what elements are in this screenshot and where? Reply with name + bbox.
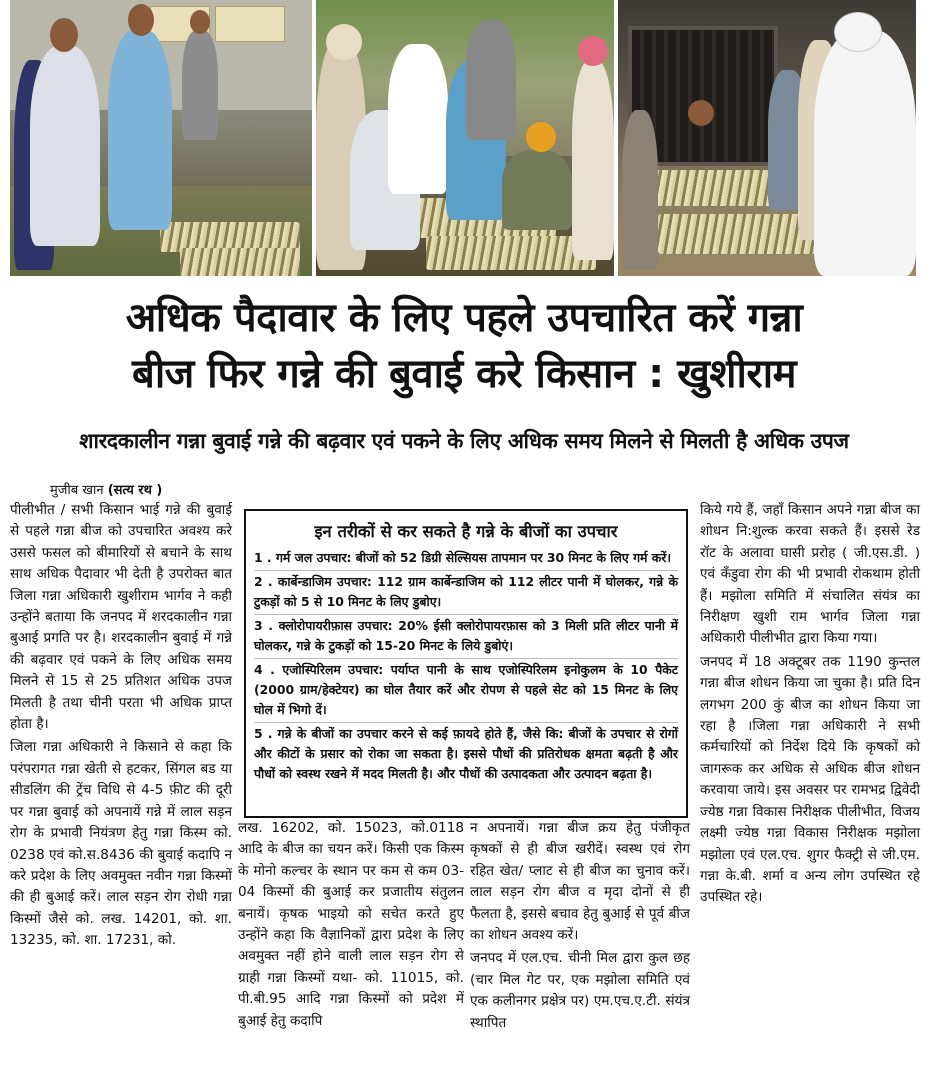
seed-treatment-box xyxy=(244,509,688,818)
article-paragraph: लख. 16202, को. 15023, को.0118 आदि के बीज का चयन करें। किसी एक किस्म के मोनो कल्चर के स्थान पर कम से कम 03-04 किस्मों की बुआई कर प्रजातीय संतुलन बनायें। कृषक भाइयो को सचेत करते हुए उन्होंने कहा कि वैज्ञानिकों द्वारा प्रदेश के लिए अवमुक्त नहीं होने वाली लाल सड़न रोग से ग्राही गन्ना किस्मों यथा- को. 11015, को. पी.बी.95 आदि गन्ना किस्मों को प्रदेश में बुआई हेतु कदापि xyxy=(238,820,464,1029)
photo-cane-treatment-plant xyxy=(618,0,916,276)
person-head xyxy=(50,18,78,52)
byline xyxy=(50,480,162,498)
article-paragraph: किये गये हैं, जहाँ किसान अपने गन्ना बीज का शोधन नि:शुल्क करवा सकते हैं। इससे रेड रॉट के अलावा घासी प्ररोह ( जी.एस.डी. ) एवं कँडुवा रोग की भी प्रभावी रोकथाम होती हैं। मझोला समिति में संचालित संयंत्र का निरीक्षण खुशी राम भार्गव जिला गन्ना अधिकारी पीलीभीत द्वारा किया गया। xyxy=(700,502,920,647)
person-head xyxy=(688,100,714,126)
person-figure xyxy=(30,46,100,246)
person-head xyxy=(526,122,556,152)
person-figure xyxy=(182,30,218,140)
cane-pile xyxy=(426,236,596,270)
person-figure xyxy=(108,30,172,230)
person-figure xyxy=(388,44,448,194)
box-item: 3 . क्लोरोपायरीफ़ास उपचार: 20% ईसी क्लोरोपायरफ़ास को 3 मिली प्रति लीटर पानी में घोलकर, गन्ने के टुकड़ों को 15-20 मिनट के लिये डुबोएं। xyxy=(254,615,678,659)
poster xyxy=(215,6,285,42)
article-column-4 xyxy=(700,500,920,911)
headline-line-1: अधिक पैदावार के लिए पहले उपचारित करें गन्ना xyxy=(125,295,803,341)
subheadline: शारदकालीन गन्ना बुवाई गन्ने की बढ़वार एवं पकने के लिए अधिक समय मिलने से मिलती है अधिक उपज xyxy=(79,429,849,453)
cane-pile xyxy=(180,248,300,276)
box-item: 1 . गर्म जल उपचार: बीजों को 52 डिग्री सेल्सियस तापमान पर 30 मिनट के लिए गर्म करें। xyxy=(254,547,678,571)
person-figure xyxy=(814,30,916,276)
article-paragraph: न अपनायें। गन्ना बीज क्रय हेतु पंजीकृत कृषकों से ही बीज खरीदें। स्वस्थ एवं रोग रहित खेत/ प्लाट से ही बीज का चुनाव करें। लाल सड़न रोग बीज व मृदा दोनों से ही फैलता है, इससे बचाव हेतु बुआई से पूर्व बीज का शोधन अवश्य करें। xyxy=(470,820,690,944)
person-head xyxy=(834,12,882,52)
person-head xyxy=(326,24,362,60)
article-column-2 xyxy=(238,818,464,1034)
person-figure xyxy=(466,20,516,140)
box-title: इन तरीकों से कर सकते है गन्ने के बीजों का उपचार xyxy=(314,522,618,541)
cane-pile xyxy=(638,170,788,206)
box-item: 4 . एजोस्पिरिलम उपचार: पर्याप्त पानी के साथ एजोस्पिरिलम इनोकुलम के 10 पैकेट (2000 ग्राम/हेक्टेयर) का घोल तैयार करें और रोपण से पहले सेट को 15 मिनट के लिए घोल में भिगो दें। xyxy=(254,659,678,723)
article-paragraph: जिला गन्ना अधिकारी ने किसाने से कहा कि परंपरागत गन्ना खेती से हटकर, सिंगल बड या सीडलिंग की ट्रेंच विधि से 4-5 फ़ीट की दूरी पर गन्ना बुवाई को अपनायें गन्ने में लाल सड़न रोग के प्रभावी नियंत्रण हेतु गन्ना किस्म को. 0238 एवं को.स.8436 की बुवाई कदापि न करे प्रदेश के लिए अवमुक्त नवीन गन्ना किस्मों की ही बुआई करें। लाल सड़न रोग रोधी गन्ना किस्मों जैसे को. लख. 14201, को. शा. 13235, को. शा. 17231, को. xyxy=(10,739,232,949)
article-paragraph: जनपद में 18 अक्टूबर तक 1190 कुन्तल गन्ना बीज शोधन किया जा चुका है। प्रति दिन लगभग 200 कुं बीज का शोधन किया जा रहा है ।जिला गन्ना अधिकारी ने सभी कर्मचारियों को निर्देश दिये कि कृषकों को जागरूक कर अधिक से अधिक बीज शोधन करवाया जाये। इस अवसर पर रामभद्र द्विवेदी ज्येष्ठ गन्ना विकास निरीक्षक पीलीभीत, विजय लक्ष्मी ज्येष्ठ गन्ना विकास निरीक्षक मझोला मझोला एवं एल.एच. शुगर फैक्ट्री से जी.एम. गन्ना के.बी. शर्मा व अन्य लोग उपस्थित रहे उपस्थित रहे। xyxy=(700,653,920,906)
headline xyxy=(6,290,922,402)
headline-line-2: बीज फिर गन्ने की बुवाई करे किसान : खुशीराम xyxy=(131,351,796,397)
article-column-3 xyxy=(470,818,690,1036)
person-head xyxy=(578,36,608,66)
person-figure xyxy=(622,110,658,270)
box-item: 2 . कार्बेन्डाजिम उपचार: 112 ग्राम कार्बेन्डाजिम को 112 लीटर पानी में घोलकर, गन्ने के टुकड़ों को 5 से 10 मिनट के लिए डुबोए। xyxy=(254,571,678,615)
person-figure xyxy=(502,150,572,230)
person-figure xyxy=(572,60,614,260)
person-head xyxy=(128,4,154,36)
byline-author: मुजीब खान xyxy=(50,483,104,498)
article-paragraph: पीलीभीत / सभी किसान भाई गन्ने की बुवाई से पहले गन्ना बीज को उपचारित अवश्य करे उससे फसल को बीमारियों से बचाने के साथ साथ अधिक पैदावार भी देती है उपरोक्त बात जिला गन्ना अधिकारी खुशीराम भार्गव ने कही उन्होंने बताया कि जनपद में शरदकालीन गन्ना बुआई प्रगति पर है। शरदकालीन बुवाई में गन्ने की बढ़वार एवं पकने के लिए अधिक समय मिलने से 15 से 25 प्रतिशत अधिक उपज मिलती है तथा चीनी परता भी अधिक प्राप्त होता है। xyxy=(10,502,232,733)
article-column-1 xyxy=(10,500,232,954)
byline-source: (सत्य रथ ) xyxy=(107,483,163,498)
article-paragraph: जनपद में एल.एच. चीनी मिल द्वारा कुल छह (चार मिल गेट पर, एक मझोला समिति एवं एक कलीनगर प्रक्षेत्र पर) एम.एच.ए.टी. संयंत्र स्थापित xyxy=(470,950,690,1031)
box-item: 5 . गन्ने के बीजों का उपचार करने से कई फ़ायदे होते हैं, जैसे कि: बीजों के उपचार से रोगों और कीटों के प्रसार को रोका जा सकता है। इससे पौधों की प्रतिरोधक क्षमता बढ़ती है और पौधों को स्वस्थ रखने में मदद मिलती है। और पौधों की उत्पादकता और उत्पादन बढ़ता है। xyxy=(254,726,678,781)
photo-officials-inspection xyxy=(10,0,312,276)
photo-farmers-cane-treatment xyxy=(316,0,614,276)
photo-strip xyxy=(10,0,916,276)
person-head xyxy=(190,10,210,34)
